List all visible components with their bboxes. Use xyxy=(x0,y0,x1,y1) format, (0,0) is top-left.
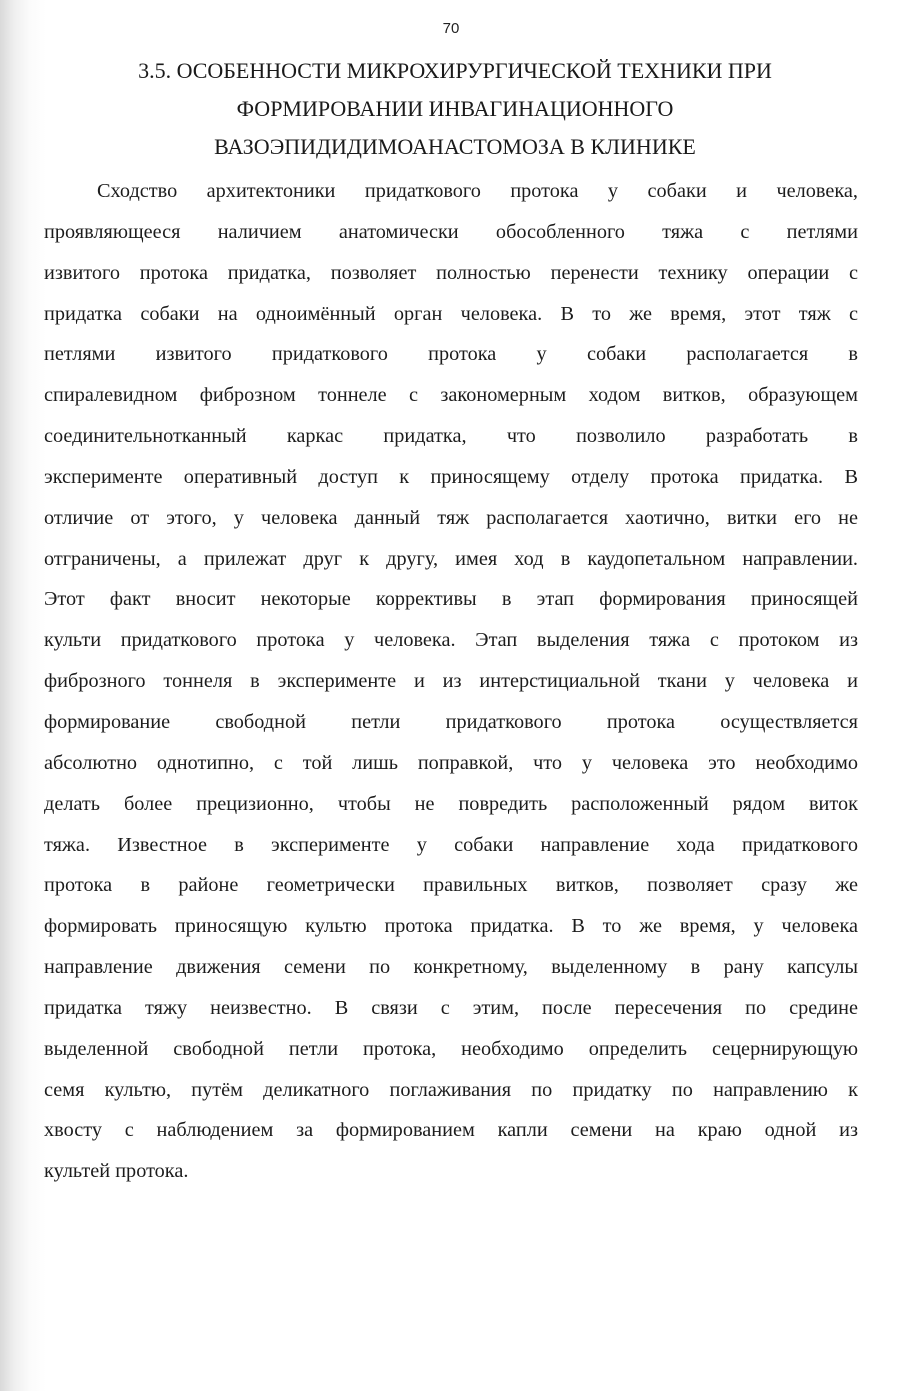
section-heading xyxy=(60,52,850,166)
paragraph-line: протока в районе геометрически правильных витков, позволяет сразу же xyxy=(44,874,858,897)
paragraph-line: делать более прецизионно, чтобы не повредить расположенный рядом виток xyxy=(44,792,858,815)
heading-line: ВАЗОЭПИДИДИМОАНАСТОМОЗА В КЛИНИКЕ xyxy=(214,134,696,159)
paragraph-line: проявляющееся наличием анатомически обособленного тяжа с петлями xyxy=(44,220,858,243)
paragraph-line: спиралевидном фиброзном тоннеле с закономерным ходом витков, образующем xyxy=(44,384,858,407)
paragraph-line: культи придаткового протока у человека. Этап выделения тяжа с протоком из xyxy=(44,629,858,652)
paragraph-line: эксперименте оперативный доступ к приносящему отделу протока придатка. В xyxy=(44,465,858,488)
paragraph-line: Сходство архитектоники придаткового протока у собаки и человека, xyxy=(97,180,858,202)
paragraph-line: фиброзного тоннеля в эксперименте и из интерстициальной ткани у человека и xyxy=(44,670,858,693)
paragraph-line: придатка собаки на одноимённый орган человека. В то же время, этот тяж с xyxy=(44,302,858,325)
body-paragraph xyxy=(44,171,858,1192)
paragraph-line: придатка тяжу неизвестно. В связи с этим, после пересечения по средине xyxy=(44,996,858,1019)
heading-line: ФОРМИРОВАНИИ ИНВАГИНАЦИОННОГО xyxy=(236,96,674,121)
paragraph-line: отграничены, а прилежат друг к другу, имея ход в каудопетальном направлении. xyxy=(44,547,858,570)
paragraph-line: хвосту с наблюдением за формированием капли семени на краю одной из xyxy=(44,1119,858,1142)
paragraph-line: петлями извитого придаткового протока у собаки располагается в xyxy=(44,343,858,366)
paragraph-line: отличие от этого, у человека данный тяж располагается хаотично, витки его не xyxy=(44,506,858,529)
paragraph-line: выделенной свободной петли протока, необходимо определить сецернирующую xyxy=(44,1037,858,1060)
paragraph-line: культей протока. xyxy=(44,1160,189,1183)
paragraph-line: абсолютно однотипно, с той лишь поправкой, что у человека это необходимо xyxy=(44,751,858,774)
paragraph-line: извитого протока придатка, позволяет полностью перенести технику операции с xyxy=(44,261,858,284)
heading-line: 3.5. ОСОБЕННОСТИ МИКРОХИРУРГИЧЕСКОЙ ТЕХНИКИ ПРИ xyxy=(138,58,772,83)
paragraph-line: тяжа. Известное в эксперименте у собаки направление хода придаткового xyxy=(44,833,858,856)
paragraph-line: формирование свободной петли придаткового протока осуществляется xyxy=(44,710,858,733)
page-number: 70 xyxy=(442,20,460,37)
paragraph-line: направление движения семени по конкретному, выделенному в рану капсулы xyxy=(44,956,858,979)
paragraph-line: семя культю, путём деликатного поглаживания по придатку по направлению к xyxy=(44,1078,858,1101)
paragraph-line: соединительнотканный каркас придатка, что позволило разработать в xyxy=(44,425,858,448)
paragraph-line: формировать приносящую культю протока придатка. В то же время, у человека xyxy=(44,915,858,938)
paragraph-line: Этот факт вносит некоторые коррективы в этап формирования приносящей xyxy=(44,588,858,611)
